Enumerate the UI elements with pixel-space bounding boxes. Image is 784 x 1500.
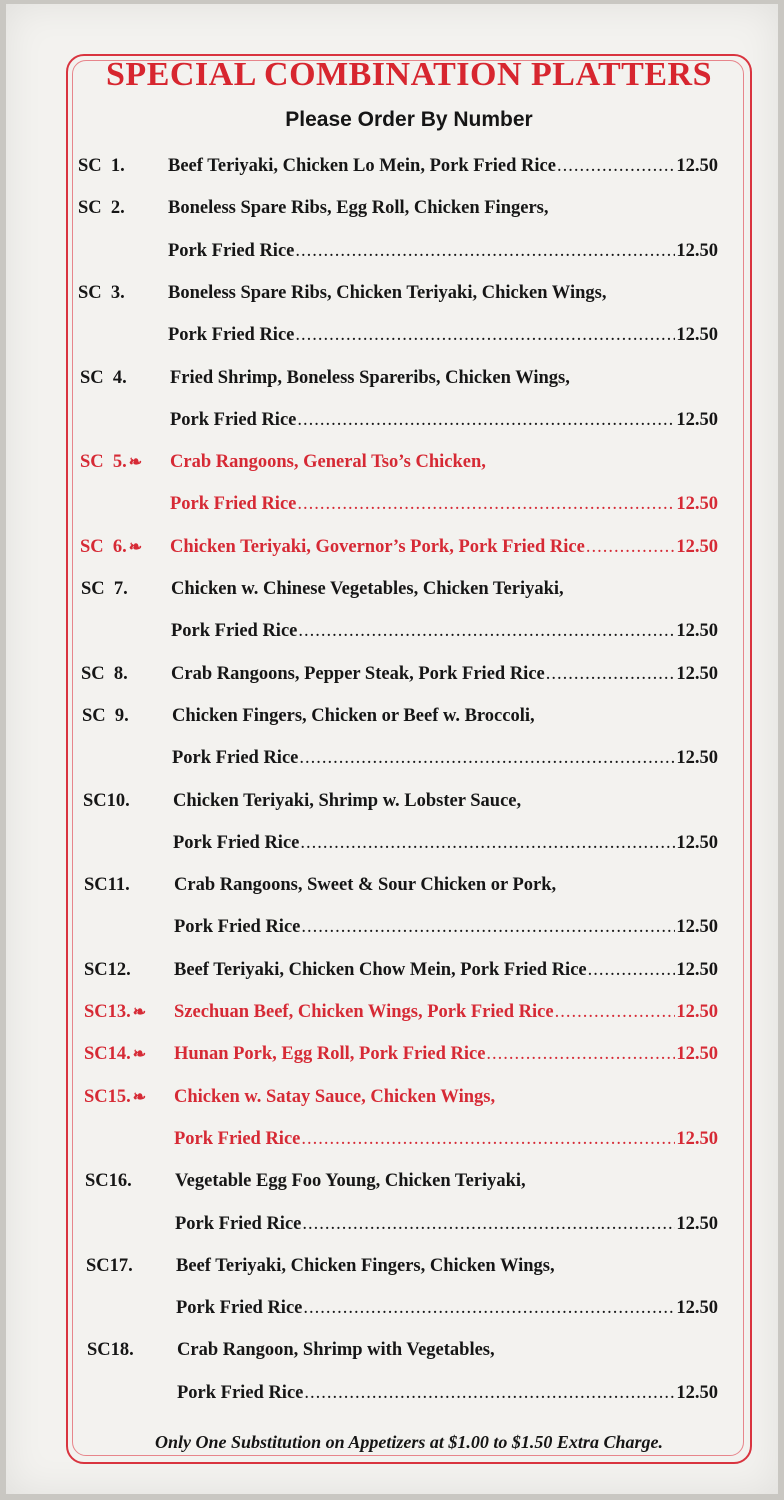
menu-line bbox=[78, 325, 718, 355]
menu-line bbox=[81, 664, 718, 694]
item-price: 12.50 bbox=[676, 1002, 718, 1022]
item-description: Boneless Spare Ribs, Chicken Teriyaki, Chicken Wings, bbox=[168, 282, 607, 303]
menu-line bbox=[84, 1087, 718, 1117]
item-description: Chicken Teriyaki, Governor’s Pork, Pork Fried Rice bbox=[170, 536, 585, 557]
leader-dots bbox=[301, 917, 675, 938]
item-description: Pork Fried Rice bbox=[173, 832, 300, 853]
item-description-row bbox=[168, 325, 718, 346]
item-price: 12.50 bbox=[676, 1213, 718, 1234]
item-description-row bbox=[170, 452, 718, 473]
item-number-text: SC 6. bbox=[80, 536, 127, 557]
leader-dots bbox=[555, 1002, 676, 1023]
item-description: Pork Fried Rice bbox=[174, 1128, 301, 1149]
item-description-row bbox=[174, 1044, 718, 1065]
item-description-row bbox=[177, 1383, 718, 1404]
item-price: 12.50 bbox=[676, 621, 718, 642]
menu-page bbox=[6, 4, 778, 1494]
menu-line bbox=[80, 494, 718, 524]
substitution-note: Only One Substitution on Appetizers at $1.00 to $1.50 Extra Charge. bbox=[155, 1432, 663, 1452]
item-price: 12.50 bbox=[676, 156, 718, 176]
item-price: 12.50 bbox=[676, 959, 718, 980]
item-number bbox=[84, 1087, 174, 1108]
item-description-row bbox=[174, 1002, 718, 1023]
item-number-text: SC14. bbox=[84, 1044, 131, 1065]
menu-line bbox=[84, 1129, 718, 1159]
item-number-text: SC 1. bbox=[78, 156, 125, 176]
item-number bbox=[80, 537, 170, 558]
item-number bbox=[83, 791, 173, 812]
menu-line bbox=[85, 1214, 718, 1244]
item-description-row bbox=[172, 706, 718, 727]
item-description: Crab Rangoon, Shrimp with Vegetables, bbox=[177, 1340, 495, 1361]
item-description-row bbox=[168, 198, 718, 219]
menu-line bbox=[84, 1002, 718, 1032]
menu-line bbox=[84, 1044, 718, 1074]
item-number bbox=[78, 156, 168, 177]
item-description: Chicken w. Chinese Vegetables, Chicken Teriyaki, bbox=[171, 579, 564, 599]
menu-line bbox=[85, 1171, 718, 1201]
leader-dots bbox=[299, 748, 675, 769]
item-description: Pork Fried Rice bbox=[176, 1298, 303, 1319]
item-number-text: SC18. bbox=[87, 1340, 134, 1361]
item-description-row bbox=[175, 1214, 718, 1235]
item-description: Vegetable Egg Foo Young, Chicken Teriyaki, bbox=[175, 1171, 526, 1192]
item-price: 12.50 bbox=[676, 917, 718, 938]
leader-dots bbox=[298, 621, 675, 642]
leader-dots bbox=[295, 241, 675, 262]
item-description: Pork Fried Rice bbox=[175, 1213, 302, 1234]
hot-spicy-icon: ❧ bbox=[128, 454, 143, 472]
item-number-text: SC 9. bbox=[82, 705, 129, 726]
item-description-row bbox=[168, 156, 718, 177]
menu-line bbox=[80, 537, 718, 567]
item-number-text: SC 3. bbox=[78, 282, 125, 303]
item-description: Pork Fried Rice bbox=[170, 494, 297, 515]
item-description-row bbox=[173, 791, 718, 812]
leader-dots bbox=[297, 410, 675, 431]
item-description-row bbox=[170, 410, 718, 431]
item-description-row bbox=[174, 917, 718, 938]
hot-spicy-icon: ❧ bbox=[132, 1004, 147, 1021]
leader-dots bbox=[297, 494, 675, 515]
item-description: Chicken Teriyaki, Shrimp w. Lobster Sauce, bbox=[173, 790, 522, 811]
item-number bbox=[87, 1340, 177, 1361]
item-description: Pork Fried Rice bbox=[171, 621, 298, 642]
item-description-row bbox=[171, 664, 718, 685]
menu-line bbox=[81, 579, 718, 609]
item-description-row bbox=[168, 283, 718, 304]
item-description-row bbox=[174, 1129, 718, 1150]
item-description: Chicken Fingers, Chicken or Beef w. Broccoli, bbox=[172, 705, 535, 726]
item-description-row bbox=[172, 748, 718, 769]
item-price: 12.50 bbox=[676, 1044, 718, 1065]
item-number-text: SC 2. bbox=[78, 198, 125, 219]
item-number-text: SC11. bbox=[84, 875, 130, 896]
leader-dots bbox=[588, 960, 676, 981]
item-description-row bbox=[174, 960, 718, 981]
item-number-text: SC16. bbox=[85, 1171, 132, 1192]
item-price: 12.50 bbox=[676, 240, 718, 261]
item-number-text: SC 8. bbox=[81, 663, 128, 684]
item-number bbox=[85, 1171, 175, 1192]
item-number bbox=[84, 1044, 174, 1065]
item-description-row bbox=[176, 1256, 718, 1277]
item-description-row bbox=[168, 241, 718, 262]
hot-spicy-icon: ❧ bbox=[132, 1046, 147, 1064]
item-description: Crab Rangoons, General Tso’s Chicken, bbox=[170, 452, 486, 473]
item-description-row bbox=[173, 833, 718, 854]
menu-line bbox=[83, 833, 718, 863]
item-description-row bbox=[177, 1340, 718, 1361]
item-number-text: SC17. bbox=[86, 1255, 133, 1276]
item-price: 12.50 bbox=[676, 536, 718, 557]
item-description: Pork Fried Rice bbox=[168, 240, 295, 261]
item-number bbox=[78, 283, 168, 304]
item-description-row bbox=[175, 1171, 718, 1192]
leader-dots bbox=[304, 1383, 675, 1404]
menu-title: SPECIAL COMBINATION PLATTERS bbox=[106, 56, 712, 93]
menu-line bbox=[83, 791, 718, 821]
menu-line bbox=[81, 621, 718, 651]
item-description: Crab Rangoons, Pepper Steak, Pork Fried Rice bbox=[171, 663, 545, 684]
item-number bbox=[84, 960, 174, 981]
menu-line bbox=[87, 1340, 718, 1370]
menu-line bbox=[78, 283, 718, 313]
item-number-text: SC12. bbox=[84, 959, 131, 980]
leader-dots bbox=[486, 1044, 675, 1065]
menu-line bbox=[82, 748, 718, 778]
menu-line bbox=[86, 1298, 718, 1328]
hot-spicy-icon: ❧ bbox=[132, 1088, 147, 1106]
item-price: 12.50 bbox=[676, 1382, 718, 1403]
item-price: 12.50 bbox=[676, 1128, 718, 1149]
menu-line bbox=[80, 452, 718, 482]
item-number bbox=[82, 706, 172, 727]
item-number-text: SC 7. bbox=[81, 579, 128, 599]
item-description: Pork Fried Rice bbox=[170, 409, 297, 430]
item-description-row bbox=[174, 1087, 718, 1108]
item-description: Szechuan Beef, Chicken Wings, Pork Fried Rice bbox=[174, 1002, 554, 1022]
leader-dots bbox=[557, 156, 675, 177]
leader-dots bbox=[586, 537, 676, 558]
item-description: Pork Fried Rice bbox=[174, 917, 301, 938]
item-price: 12.50 bbox=[676, 832, 718, 853]
menu-line bbox=[78, 198, 718, 228]
item-description-row bbox=[170, 537, 718, 558]
item-number bbox=[84, 1002, 174, 1023]
item-description-row bbox=[170, 494, 718, 515]
item-description: Chicken w. Satay Sauce, Chicken Wings, bbox=[174, 1086, 496, 1107]
item-number bbox=[80, 452, 170, 473]
leader-dots bbox=[303, 1298, 675, 1319]
item-description: Hunan Pork, Egg Roll, Pork Fried Rice bbox=[174, 1044, 486, 1065]
menu-line bbox=[86, 1256, 718, 1286]
item-description-row bbox=[170, 368, 718, 389]
item-description-row bbox=[176, 1298, 718, 1319]
menu-line bbox=[82, 706, 718, 736]
item-description: Beef Teriyaki, Chicken Chow Mein, Pork Fried Rice bbox=[174, 959, 587, 980]
hot-spicy-icon: ❧ bbox=[128, 538, 143, 556]
menu-line bbox=[84, 917, 718, 947]
item-number bbox=[78, 198, 168, 219]
item-description: Pork Fried Rice bbox=[172, 748, 299, 769]
menu-line bbox=[78, 241, 718, 271]
menu-line bbox=[80, 368, 718, 398]
item-number bbox=[84, 875, 174, 896]
menu-subtitle: Please Order By Number bbox=[285, 108, 533, 131]
menu-line bbox=[80, 410, 718, 440]
item-description: Beef Teriyaki, Chicken Lo Mein, Pork Fried Rice bbox=[168, 156, 556, 176]
item-description: Fried Shrimp, Boneless Spareribs, Chicken Wings, bbox=[170, 367, 570, 388]
item-description-row bbox=[171, 579, 718, 600]
leader-dots bbox=[546, 664, 676, 685]
leader-dots bbox=[295, 325, 675, 346]
item-number-text: SC 4. bbox=[80, 367, 127, 388]
menu-line bbox=[78, 156, 718, 186]
item-description: Pork Fried Rice bbox=[177, 1382, 304, 1403]
item-price: 12.50 bbox=[676, 325, 718, 346]
item-number-text: SC10. bbox=[83, 790, 130, 811]
leader-dots bbox=[302, 1214, 675, 1235]
item-description: Beef Teriyaki, Chicken Fingers, Chicken Wings, bbox=[176, 1255, 555, 1276]
menu-line bbox=[84, 960, 718, 990]
item-number bbox=[81, 579, 171, 600]
item-number bbox=[86, 1256, 176, 1277]
item-price: 12.50 bbox=[676, 748, 718, 769]
leader-dots bbox=[301, 1129, 675, 1150]
item-number bbox=[80, 368, 170, 389]
menu-line bbox=[84, 875, 718, 905]
item-price: 12.50 bbox=[676, 663, 718, 684]
item-description: Crab Rangoons, Sweet & Sour Chicken or Pork, bbox=[174, 875, 557, 896]
item-number bbox=[81, 664, 171, 685]
item-price: 12.50 bbox=[676, 409, 718, 430]
leader-dots bbox=[300, 833, 675, 854]
item-description-row bbox=[171, 621, 718, 642]
item-number-text: SC13. bbox=[84, 1002, 131, 1022]
item-number-text: SC15. bbox=[84, 1086, 131, 1107]
item-price: 12.50 bbox=[676, 494, 718, 515]
item-price: 12.50 bbox=[676, 1298, 718, 1319]
item-number-text: SC 5. bbox=[80, 452, 127, 473]
item-description-row bbox=[174, 875, 718, 896]
item-description: Boneless Spare Ribs, Egg Roll, Chicken Fingers, bbox=[168, 198, 549, 219]
menu-line bbox=[87, 1383, 718, 1413]
item-description: Pork Fried Rice bbox=[168, 325, 295, 346]
